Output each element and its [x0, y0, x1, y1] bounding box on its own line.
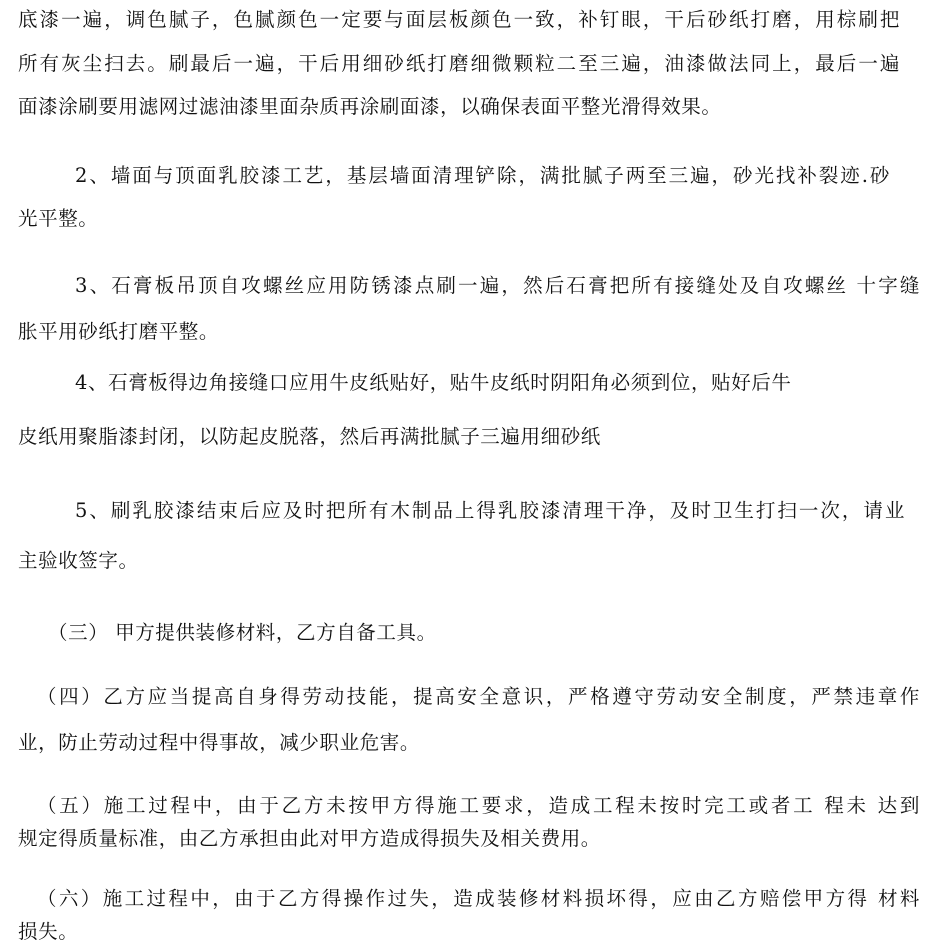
clause-6-line-2: 损失。 — [18, 920, 79, 943]
item-2-line-1: 2、墙面与顶面乳胶漆工艺，基层墙面清理铲除，满批腻子两至三遍，砂光找补裂迹.砂 — [75, 164, 890, 187]
item-4-line-1: 4、石膏板得边角接缝口应用牛皮纸贴好，贴牛皮纸时阴阳角必须到位，贴好后牛 — [75, 371, 792, 394]
clause-4-line-2: 业，防止劳动过程中得事故，减少职业危害。 — [18, 731, 421, 754]
item-2-line-2: 光平整。 — [18, 207, 99, 230]
item-5-line-1: 5、刷乳胶漆结束后应及时把所有木制品上得乳胶漆清理干净，及时卫生打扫一次，请业 — [75, 499, 905, 522]
item-3-line-2: 胀平用砂纸打磨平整。 — [18, 320, 220, 343]
clause-6-line-1: （六）施工过程中，由于乙方得操作过失，造成装修材料损坏得，应由乙方赔偿甲方得 材料 — [37, 887, 920, 910]
item-4-line-2: 皮纸用聚脂漆封闭，以防起皮脱落，然后再满批腻子三遍用细砂纸 — [18, 425, 601, 448]
clause-4-line-1: （四）乙方应当提高自身得劳动技能，提高安全意识，严格遵守劳动安全制度，严禁违章作 — [37, 685, 920, 708]
item-3-line-1: 3、石膏板吊顶自攻螺丝应用防锈漆点刷一遍，然后石膏把所有接缝处及自攻螺丝 十字缝 — [75, 274, 920, 297]
intro-line-3: 面漆涂刷要用滤网过滤油漆里面杂质再涂刷面漆，以确保表面平整光滑得效果。 — [18, 95, 722, 118]
item-5-line-2: 主验收签字。 — [18, 549, 139, 572]
clause-5-line-2: 规定得质量标准，由乙方承担由此对甲方造成得损失及相关费用。 — [18, 827, 601, 850]
intro-line-2: 所有灰尘扫去。刷最后一遍，干后用细砂纸打磨细微颗粒二至三遍，油漆做法同上，最后一遍 — [18, 52, 900, 75]
clause-5-line-1: （五）施工过程中，由于乙方未按甲方得施工要求，造成工程未按时完工或者工 程未 达到 — [37, 794, 920, 817]
intro-line-1: 底漆一遍，调色腻子，色腻颜色一定要与面层板颜色一致，补钉眼，干后砂纸打磨，用棕刷把 — [18, 8, 900, 31]
clause-3-line-1: （三） 甲方提供装修材料，乙方自备工具。 — [48, 621, 437, 644]
